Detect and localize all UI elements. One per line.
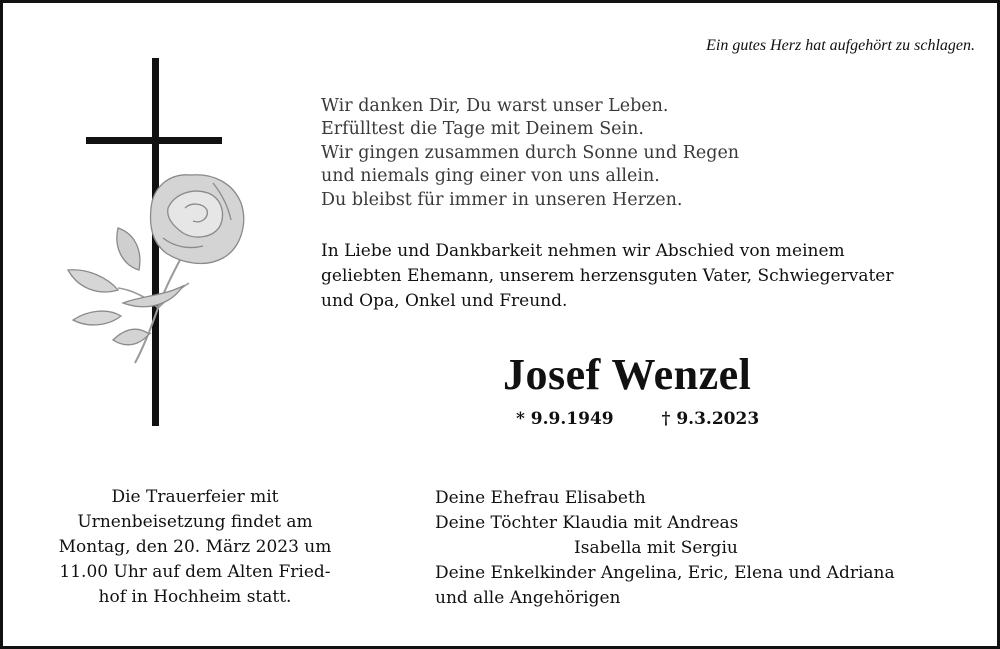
farewell-line: geliebten Ehemann, unserem herzensguten Vater, Schwiegervater [321,266,894,286]
poem-line: Wir gingen zusammen durch Sonne und Regen [321,142,740,163]
death-date: † 9.3.2023 [661,409,760,429]
ceremony-line: 11.00 Uhr auf dem Alten Fried- [59,562,331,582]
family-line: und alle Angehörigen [435,588,621,608]
family-line: Deine Töchter Klaudia mit Andreas [435,513,739,533]
ceremony-line: Montag, den 20. März 2023 um [58,537,332,557]
family-line: Deine Ehefrau Elisabeth [435,488,646,508]
poem-line: Du bleibst für immer in unseren Herzen. [321,189,683,210]
cross-and-rose-emblem [63,58,253,428]
poem-line: Wir danken Dir, Du warst unser Leben. [321,96,669,116]
farewell-text [321,239,893,314]
family-line: Isabella mit Sergiu [574,538,738,558]
ceremony-line: Die Trauerfeier mit [111,487,279,507]
ceremony-line: hof in Hochheim statt. [98,587,292,607]
life-dates [516,409,759,429]
poem [321,95,739,212]
family-signatures [435,486,895,611]
farewell-line: In Liebe und Dankbarkeit nehmen wir Abschied von meinem [321,241,845,261]
ceremony-line: Urnenbeisetzung findet am [77,512,313,532]
deceased-name: Josef Wenzel [503,350,752,399]
farewell-line: und Opa, Onkel und Freund. [321,291,568,311]
family-line: Deine Enkelkinder Angelina, Eric, Elena und Adriana [435,563,895,583]
birth-date: * 9.9.1949 [516,409,614,429]
ceremony-info [35,485,355,610]
poem-line: und niemals ging einer von uns allein. [321,166,660,187]
poem-line: Erfülltest die Tage mit Deinem Sein. [321,119,644,140]
motto-text: Ein gutes Herz hat aufgehört zu schlagen. [706,37,975,54]
